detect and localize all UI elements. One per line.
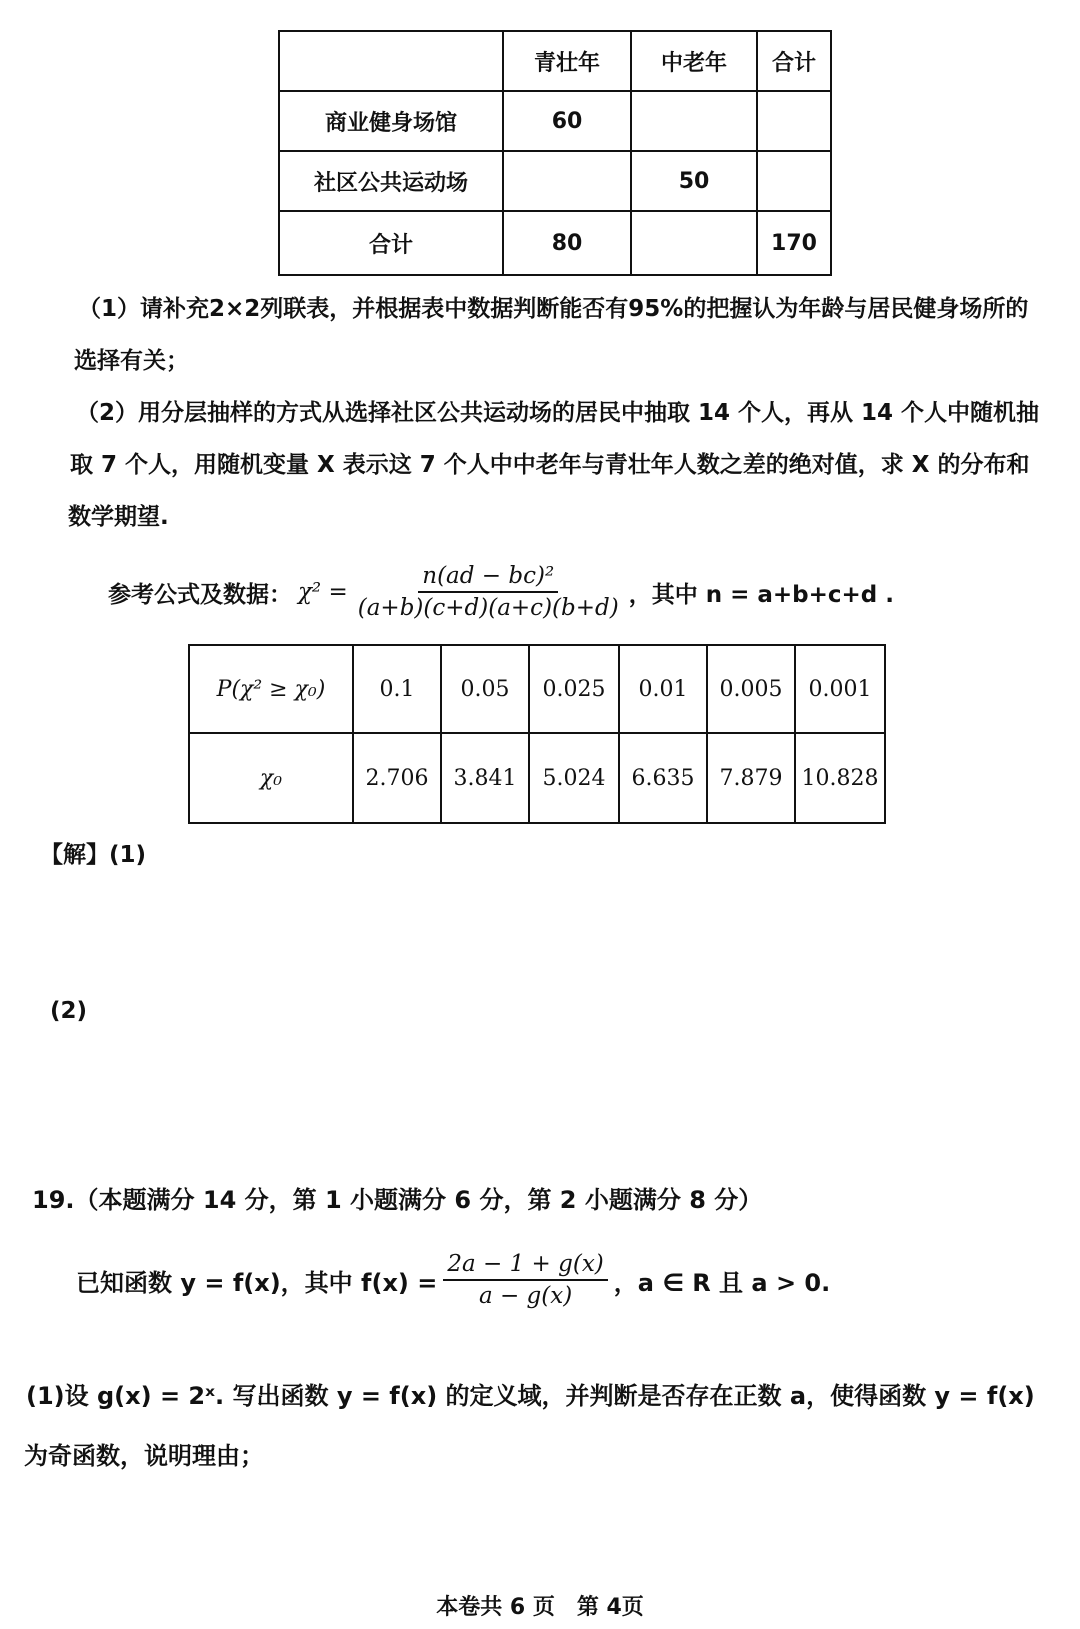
table-cell: 0.1 — [353, 645, 441, 733]
table-cell — [757, 151, 831, 211]
problem-19-title: 19.（本题满分 14 分，第 1 小题满分 6 分，第 2 小题满分 8 分） — [32, 1186, 763, 1214]
page-footer: 本卷共 6 页 第 4页 — [436, 1595, 644, 1620]
table-cell: 商业健身场馆 — [279, 91, 503, 151]
table-cell: 0.005 — [707, 645, 795, 733]
contingency-table — [278, 30, 832, 276]
table-cell — [631, 91, 757, 151]
table-header-cell: 青壮年 — [503, 31, 631, 91]
problem-19-given — [76, 1244, 830, 1316]
solution-part-2: (2) — [50, 998, 88, 1024]
function-fraction — [443, 1251, 607, 1309]
problem-19-part-1-line-1: (1)设 g(x) = 2ˣ. 写出函数 y = f(x) 的定义域，并判断是否存在正数 a，使得函数 y = f(x) — [26, 1382, 1035, 1410]
table-cell: 0.05 — [441, 645, 529, 733]
solution-label: 【解】(1) — [40, 842, 147, 868]
table-header-cell: 合计 — [757, 31, 831, 91]
table-cell — [503, 151, 631, 211]
question-2-line-1: （2）用分层抽样的方式从选择社区公共运动场的居民中抽取 14 个人，再从 14 个人中随机抽 — [76, 400, 1040, 426]
chi-square-formula — [108, 560, 894, 624]
table-cell — [757, 91, 831, 151]
table-cell: 0.001 — [795, 645, 885, 733]
table-cell: 社区公共运动场 — [279, 151, 503, 211]
table-header-cell: 中老年 — [631, 31, 757, 91]
table-cell: 6.635 — [619, 733, 707, 823]
table-cell: 170 — [757, 211, 831, 275]
table-cell: 0.01 — [619, 645, 707, 733]
function-numerator: 2a − 1 + g(x) — [443, 1251, 607, 1281]
question-1-line-2: 选择有关； — [74, 348, 189, 374]
formula-numerator: n(ad − bc)² — [418, 563, 558, 593]
table-cell: 合计 — [279, 211, 503, 275]
problem-19-part-1-line-2: 为奇函数，说明理由； — [24, 1442, 264, 1470]
formula-fraction — [354, 563, 623, 621]
given-suffix: ，a ∈ R 且 a > 0. — [613, 1268, 831, 1297]
formula-label: 参考公式及数据： — [108, 581, 292, 608]
question-2-line-2: 取 7 个人，用随机变量 X 表示这 7 个人中中老年与青壮年人数之差的绝对值，求 X 的分布和 — [70, 452, 1030, 478]
critical-value-table — [188, 644, 886, 824]
formula-tail: ，其中 n = a+b+c+d . — [628, 581, 895, 608]
question-1-line-1: （1）请补充2×2列联表，并根据表中数据判断能否有95%的把握认为年龄与居民健身场所的 — [78, 296, 1029, 322]
table-cell: 10.828 — [795, 733, 885, 823]
given-prefix: 已知函数 y = f(x)，其中 f(x) = — [76, 1268, 438, 1297]
function-denominator: a − g(x) — [478, 1283, 573, 1309]
question-2-line-3: 数学期望. — [68, 504, 169, 530]
table-cell: 0.025 — [529, 645, 619, 733]
table-cell: 2.706 — [353, 733, 441, 823]
table-cell: 60 — [503, 91, 631, 151]
table-cell: 80 — [503, 211, 631, 275]
table-cell: 50 — [631, 151, 757, 211]
table-cell: 3.841 — [441, 733, 529, 823]
table-cell: 5.024 — [529, 733, 619, 823]
table-cell: 7.879 — [707, 733, 795, 823]
table-header-cell — [279, 31, 503, 91]
formula-lhs: χ² = — [298, 579, 348, 605]
table-cell — [631, 211, 757, 275]
table-row-label: P(χ² ≥ χ₀) — [189, 645, 353, 733]
table-row-label: χ₀ — [189, 733, 353, 823]
formula-denominator: (a+b)(c+d)(a+c)(b+d) — [357, 595, 619, 621]
